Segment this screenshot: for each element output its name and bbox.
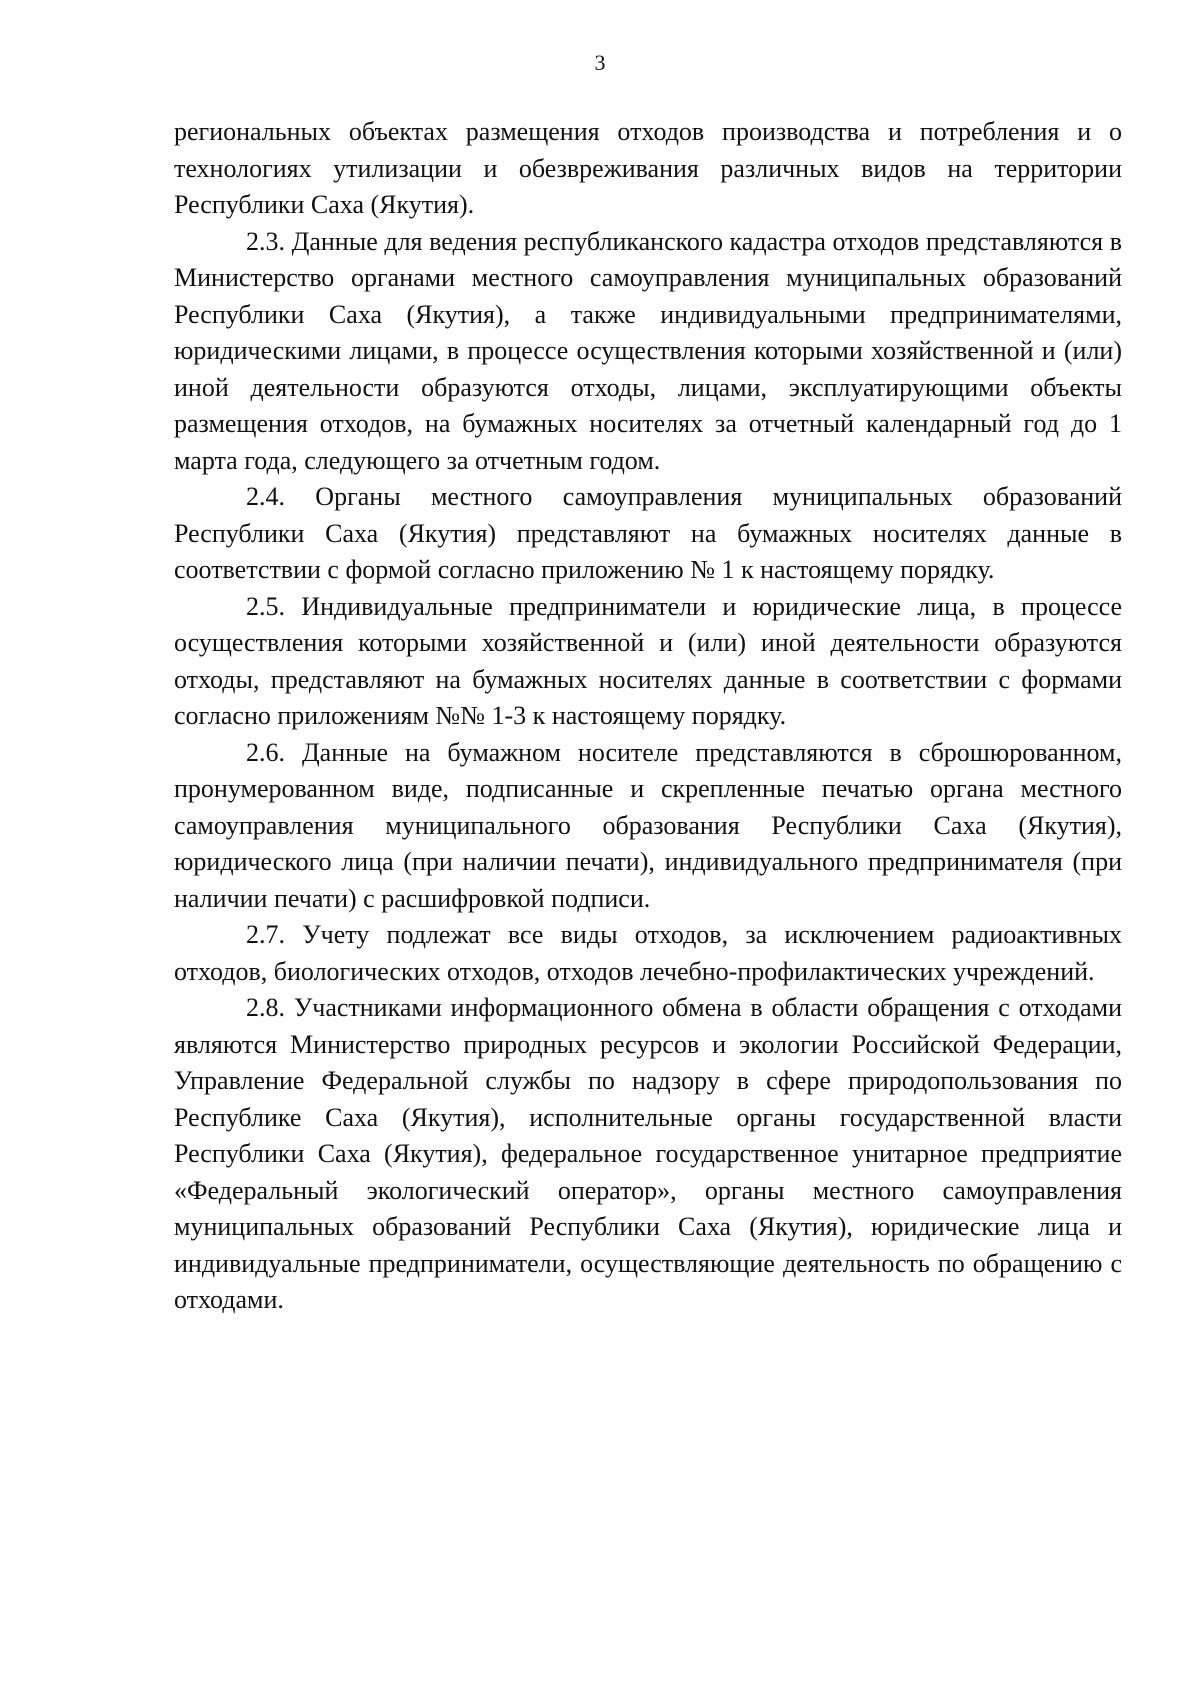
paragraph-2-5: 2.5. Индивидуальные предприниматели и юридические лица, в процессе осуществления которыми хозяйственной и (или) иной деятельности образуются отходы, представляют на бумажных носителях данные в соответствии с формами согласно приложениям №№ 1-3 к настоящему порядку. xyxy=(174,591,1122,730)
paragraph-2-7: 2.7. Учету подлежат все виды отходов, за исключением радиоактивных отходов, биологических отходов, отходов лечебно-профилактических учреждений. xyxy=(174,920,1122,986)
paragraph-continuation: региональных объектах размещения отходов производства и потребления и о технологиях утилизации и обезвреживания различных видов на территории Республики Саха (Якутия). xyxy=(174,117,1122,219)
paragraph-2-6: 2.6. Данные на бумажном носителе представляются в сброшюрованном, пронумерованном виде, подписанные и скрепленные печатью органа местного самоуправления муниципального образования Республики Саха (Якутия), юридического лица (при наличии печати), индивидуального предпринимателя (при наличии печати) с расшифровкой подписи. xyxy=(174,737,1122,913)
paragraph-2-3: 2.3. Данные для ведения республиканского кадастра отходов представляются в Министерство органами местного самоуправления муниципальных образований Республики Саха (Якутия), а также индивидуальными предпринимателями, юридическими лицами, в процессе осуществления которыми хозяйственной и (или) иной деятельности образуются отходы, лицами, эксплуатирующими объекты размещения отходов, на бумажных носителях за отчетный календарный год до 1 марта года, следующего за отчетным годом. xyxy=(174,226,1122,475)
paragraph-2-8: 2.8. Участниками информационного обмена в области обращения с отходами являются Министерство природных ресурсов и экологии Российской Федерации, Управление Федеральной службы по надзору в сфере природопользования по Республике Саха (Якутия), исполнительные органы государственной власти Республики Саха (Якутия), федеральное государственное унитарное предприятие «Федеральный экологический оператор», органы местного самоуправления муниципальных образований Республики Саха (Якутия), юридические лица и индивидуальные предприниматели, осуществляющие деятельность по обращению с отходами. xyxy=(174,993,1122,1314)
page-number: 3 xyxy=(594,50,606,75)
paragraph-2-4: 2.4. Органы местного самоуправления муниципальных образований Республики Саха (Якутия) представляют на бумажных носителях данные в соответствии с формой согласно приложению № 1 к настоящему порядку. xyxy=(174,482,1122,584)
document-body xyxy=(174,114,1122,1319)
